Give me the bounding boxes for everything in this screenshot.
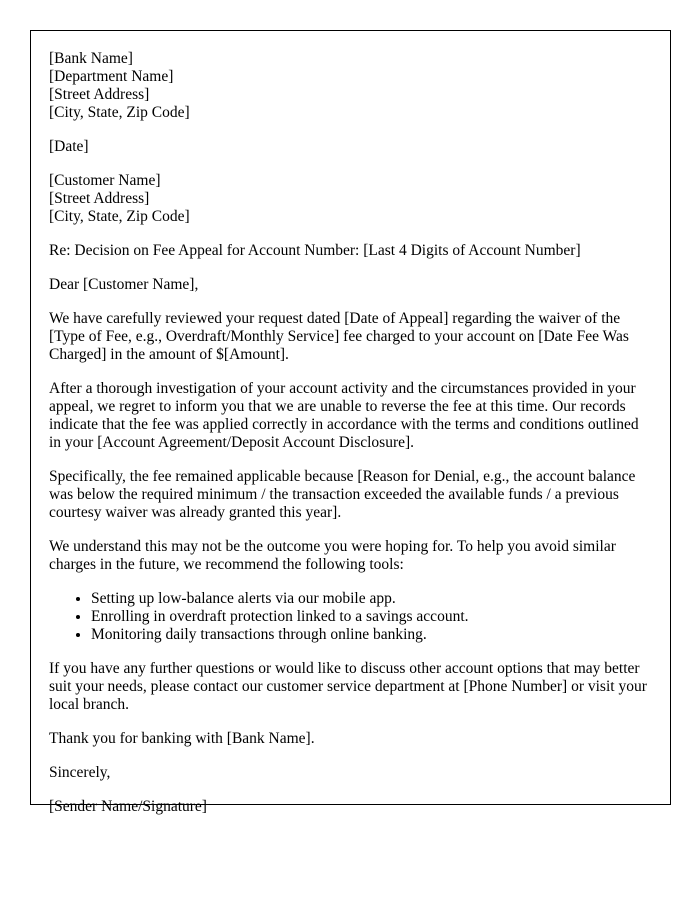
- subject-line: Re: Decision on Fee Appeal for Account Number: [Last 4 Digits of Account Number]: [49, 242, 581, 259]
- list-item: • Setting up low-balance alerts via our mobile app.: [91, 590, 652, 608]
- sender-address-block: [49, 50, 652, 122]
- customer-name: [Customer Name]: [49, 172, 161, 189]
- body-paragraph-1: We have carefully reviewed your request dated [Date of Appeal] regarding the waiver of the [Type of Fee, e.g., Overdraft/Monthly Service] fee charged to your account on [Date Fee Was Charged] in the amount of $[Amount].: [49, 310, 629, 363]
- salutation: Dear [Customer Name],: [49, 276, 199, 293]
- recipient-city-state-zip: [City, State, Zip Code]: [49, 208, 190, 225]
- closing-paragraph-1: If you have any further questions or would like to discuss other account options that may better suit your needs, please contact our customer service department at [Phone Number] or visit your local branch.: [49, 660, 647, 713]
- department-name: [Department Name]: [49, 68, 174, 85]
- signature-line: [Sender Name/Signature]: [49, 798, 207, 815]
- letter-date: [Date]: [49, 138, 89, 155]
- list-item: • Monitoring daily transactions through online banking.: [91, 626, 652, 644]
- body-paragraph-2: After a thorough investigation of your account activity and the circumstances provided in your appeal, we regret to inform you that we are unable to reverse the fee at this time. Our records indicate that the fee was applied correctly in accordance with the terms and conditions outlined in your [Account Agreement/Deposit Account Disclosure].: [49, 380, 639, 451]
- signoff: Sincerely,: [49, 764, 111, 781]
- bank-name: [Bank Name]: [49, 50, 133, 67]
- recipient-street-address: [Street Address]: [49, 190, 150, 207]
- sender-city-state-zip: [City, State, Zip Code]: [49, 104, 190, 121]
- date-block: [49, 138, 652, 156]
- body-paragraph-4: We understand this may not be the outcome you were hoping for. To help you avoid similar charges in the future, we recommend the following tools:: [49, 538, 616, 573]
- letter-page: [30, 30, 671, 815]
- closing-paragraph-2: Thank you for banking with [Bank Name].: [49, 730, 315, 747]
- sender-street-address: [Street Address]: [49, 86, 150, 103]
- body-paragraph-3: Specifically, the fee remained applicable because [Reason for Denial, e.g., the account balance was below the required minimum / the transaction exceeded the available funds / a previous courtesy waiver was already granted this year].: [49, 468, 636, 521]
- recipient-address-block: [49, 172, 652, 226]
- list-item: • Enrolling in overdraft protection linked to a savings account.: [91, 608, 652, 626]
- recommendation-list: [49, 590, 652, 644]
